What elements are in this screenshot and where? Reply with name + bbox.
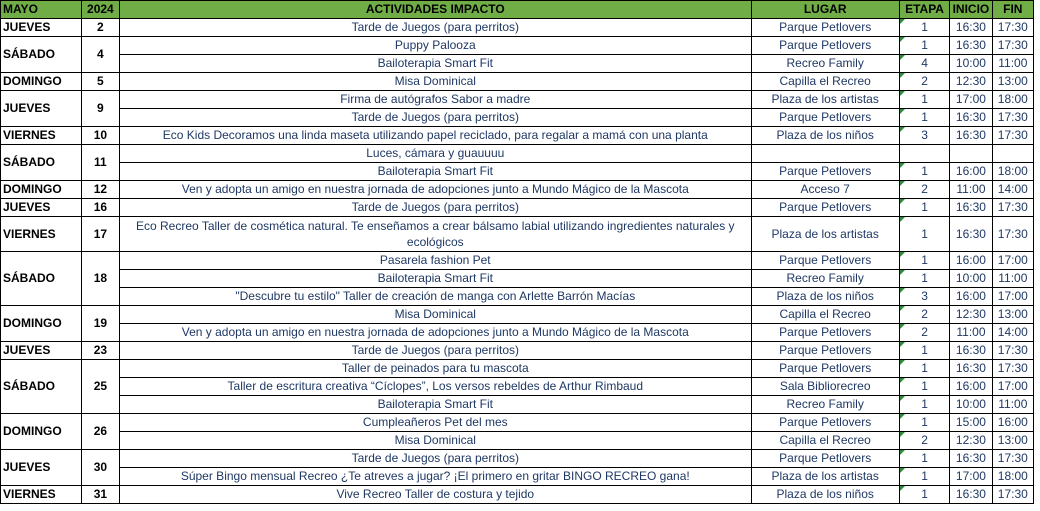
place-cell[interactable]: Plaza de los artistas — [751, 217, 899, 252]
date-cell[interactable]: 16 — [81, 199, 119, 217]
table-row — [1, 109, 1034, 127]
date-cell[interactable]: 31 — [81, 486, 119, 504]
start-time-cell[interactable]: 12:30 — [950, 432, 992, 450]
date-cell[interactable]: 30 — [81, 450, 119, 486]
activity-cell[interactable]: Pasarela fashion Pet — [120, 252, 752, 270]
place-cell[interactable]: Capilla el Recreo — [751, 432, 899, 450]
table-row — [1, 360, 1034, 378]
activity-cell[interactable]: Puppy Palooza — [120, 37, 752, 55]
table-row — [1, 324, 1034, 342]
place-cell[interactable]: Parque Petlovers — [751, 342, 899, 360]
stage-header[interactable]: ETAPA — [899, 1, 949, 19]
place-cell[interactable]: Recreo Family — [751, 55, 899, 73]
start-time-cell[interactable]: 11:00 — [950, 324, 992, 342]
end-time-cell[interactable]: 17:30 — [992, 109, 1033, 127]
table-row — [1, 288, 1034, 306]
table-row — [1, 468, 1034, 486]
place-cell[interactable]: Parque Petlovers — [751, 252, 899, 270]
start-time-cell[interactable]: 12:30 — [950, 306, 992, 324]
end-time-cell[interactable]: 18:00 — [992, 163, 1033, 181]
date-cell[interactable]: 4 — [81, 37, 119, 73]
table-row — [1, 55, 1034, 73]
place-cell[interactable]: Recreo Family — [751, 270, 899, 288]
start-time-cell[interactable]: 16:30 — [950, 19, 992, 37]
activity-cell[interactable]: Taller de peinados para tu mascota — [120, 360, 752, 378]
stage-cell[interactable]: 4 — [899, 55, 949, 73]
stage-cell[interactable]: 1 — [899, 486, 949, 504]
place-cell[interactable]: Recreo Family — [751, 396, 899, 414]
day-cell[interactable]: DOMINGO — [1, 181, 82, 199]
stage-cell[interactable]: 2 — [899, 181, 949, 199]
stage-cell[interactable]: 1 — [899, 91, 949, 109]
start-time-cell[interactable]: 16:30 — [950, 450, 992, 468]
stage-cell[interactable]: 1 — [899, 378, 949, 396]
end-time-cell[interactable]: 16:00 — [992, 414, 1033, 432]
activity-cell[interactable]: Firma de autógrafos Sabor a madre — [120, 91, 752, 109]
end-time-cell[interactable]: 14:00 — [992, 324, 1033, 342]
table-row — [1, 127, 1034, 145]
end-time-cell[interactable]: 18:00 — [992, 91, 1033, 109]
date-cell[interactable]: 17 — [81, 217, 119, 252]
start-time-cell[interactable]: 16:30 — [950, 199, 992, 217]
day-cell[interactable]: SÁBADO — [1, 360, 82, 414]
day-cell[interactable]: JUEVES — [1, 91, 82, 127]
table-row — [1, 396, 1034, 414]
end-time-cell[interactable]: 11:00 — [992, 396, 1033, 414]
end-time-cell[interactable] — [992, 145, 1033, 163]
stage-cell[interactable]: 1 — [899, 199, 949, 217]
activity-cell[interactable]: Bailoterapia Smart Fit — [120, 163, 752, 181]
end-time-cell[interactable]: 17:30 — [992, 199, 1033, 217]
place-cell[interactable]: Parque Petlovers — [751, 360, 899, 378]
stage-cell[interactable]: 2 — [899, 306, 949, 324]
date-cell[interactable]: 23 — [81, 342, 119, 360]
table-row — [1, 378, 1034, 396]
place-cell[interactable]: Plaza de los niños — [751, 127, 899, 145]
activity-cell[interactable]: Taller de escritura creativa “Cíclopes”, Los versos rebeldes de Arthur Rimbaud — [120, 378, 752, 396]
table-row — [1, 163, 1034, 181]
stage-cell[interactable]: 3 — [899, 288, 949, 306]
start-time-cell[interactable]: 11:00 — [950, 181, 992, 199]
start-time-cell[interactable]: 16:30 — [950, 342, 992, 360]
stage-cell[interactable] — [899, 145, 949, 163]
activity-cell[interactable]: Misa Dominical — [120, 432, 752, 450]
end-time-cell[interactable]: 17:00 — [992, 378, 1033, 396]
activity-cell[interactable]: Tarde de Juegos (para perritos) — [120, 342, 752, 360]
stage-cell[interactable]: 2 — [899, 73, 949, 91]
table-row — [1, 199, 1034, 217]
day-cell[interactable]: VIERNES — [1, 486, 82, 504]
table-row — [1, 91, 1034, 109]
stage-cell[interactable]: 1 — [899, 360, 949, 378]
activity-cell[interactable]: Tarde de Juegos (para perritos) — [120, 199, 752, 217]
end-time-cell[interactable]: 17:00 — [992, 252, 1033, 270]
stage-cell[interactable]: 1 — [899, 19, 949, 37]
table-row — [1, 414, 1034, 432]
stage-cell[interactable]: 1 — [899, 217, 949, 252]
start-time-cell[interactable]: 16:30 — [950, 486, 992, 504]
date-cell[interactable]: 18 — [81, 252, 119, 306]
start-time-cell[interactable]: 10:00 — [950, 396, 992, 414]
place-cell[interactable]: Parque Petlovers — [751, 19, 899, 37]
day-cell[interactable]: JUEVES — [1, 450, 82, 486]
table-row — [1, 217, 1034, 252]
place-cell[interactable]: Plaza de los artistas — [751, 91, 899, 109]
start-time-cell[interactable]: 16:30 — [950, 127, 992, 145]
activity-cell[interactable]: Ven y adopta un amigo en nuestra jornada de adopciones junto a Mundo Mágico de la Mascota — [120, 181, 752, 199]
day-cell[interactable]: JUEVES — [1, 19, 82, 37]
table-row — [1, 145, 1034, 163]
day-cell[interactable]: VIERNES — [1, 127, 82, 145]
table-row — [1, 306, 1034, 324]
end-time-cell[interactable]: 17:00 — [992, 288, 1033, 306]
activity-cell[interactable]: Tarde de Juegos (para perritos) — [120, 19, 752, 37]
day-cell[interactable]: DOMINGO — [1, 414, 82, 450]
end-time-cell[interactable]: 14:00 — [992, 181, 1033, 199]
date-cell[interactable]: 9 — [81, 91, 119, 127]
table-row — [1, 73, 1034, 91]
table-row — [1, 432, 1034, 450]
end-time-cell[interactable]: 11:00 — [992, 55, 1033, 73]
start-time-cell[interactable]: 16:30 — [950, 217, 992, 252]
start-time-cell[interactable] — [950, 145, 992, 163]
place-cell[interactable]: Acceso 7 — [751, 181, 899, 199]
start-time-cell[interactable]: 16:00 — [950, 252, 992, 270]
stage-cell[interactable]: 1 — [899, 468, 949, 486]
activity-cell[interactable]: Tarde de Juegos (para perritos) — [120, 450, 752, 468]
activity-cell[interactable]: Eco Recreo Taller de cosmética natural. Te enseñamos a crear bálsamo labial utilizando ingredientes naturales y ecológicos — [120, 217, 752, 252]
end-time-cell[interactable]: 13:00 — [992, 432, 1033, 450]
header-row — [1, 1, 1034, 19]
start-time-cell[interactable]: 16:30 — [950, 37, 992, 55]
stage-cell[interactable]: 3 — [899, 127, 949, 145]
stage-cell[interactable]: 1 — [899, 342, 949, 360]
place-header[interactable]: LUGAR — [751, 1, 899, 19]
stage-cell[interactable]: 2 — [899, 432, 949, 450]
table-row — [1, 450, 1034, 468]
date-cell[interactable]: 25 — [81, 360, 119, 414]
start-time-cell[interactable]: 16:00 — [950, 163, 992, 181]
start-time-cell[interactable]: 16:00 — [950, 288, 992, 306]
table-row — [1, 342, 1034, 360]
place-cell[interactable]: Parque Petlovers — [751, 414, 899, 432]
day-cell[interactable]: VIERNES — [1, 217, 82, 252]
end-time-cell[interactable]: 17:30 — [992, 342, 1033, 360]
activity-cell[interactable]: Cumpleañeros Pet del mes — [120, 414, 752, 432]
stage-cell[interactable]: 1 — [899, 414, 949, 432]
date-cell[interactable]: 2 — [81, 19, 119, 37]
stage-cell[interactable]: 1 — [899, 450, 949, 468]
activity-cell[interactable]: Misa Dominical — [120, 73, 752, 91]
table-row — [1, 270, 1034, 288]
date-cell[interactable]: 12 — [81, 181, 119, 199]
stage-cell[interactable]: 1 — [899, 396, 949, 414]
place-cell[interactable]: Capilla el Recreo — [751, 73, 899, 91]
start-time-cell[interactable]: 10:00 — [950, 55, 992, 73]
day-cell[interactable]: JUEVES — [1, 199, 82, 217]
day-cell[interactable]: JUEVES — [1, 342, 82, 360]
stage-cell[interactable]: 1 — [899, 270, 949, 288]
day-cell[interactable]: DOMINGO — [1, 306, 82, 342]
start-time-cell[interactable]: 12:30 — [950, 73, 992, 91]
activity-cell[interactable]: Bailoterapia Smart Fit — [120, 55, 752, 73]
place-cell[interactable]: Plaza de los niños — [751, 486, 899, 504]
activity-cell[interactable]: Luces, cámara y guauuuu — [120, 145, 752, 163]
place-cell[interactable]: Parque Petlovers — [751, 450, 899, 468]
end-time-cell[interactable]: 17:30 — [992, 217, 1033, 252]
date-cell[interactable]: 10 — [81, 127, 119, 145]
stage-cell[interactable]: 1 — [899, 109, 949, 127]
start-time-cell[interactable]: 16:00 — [950, 378, 992, 396]
table-row — [1, 19, 1034, 37]
end-time-cell[interactable]: 17:30 — [992, 360, 1033, 378]
end-time-cell[interactable]: 17:30 — [992, 19, 1033, 37]
end-time-cell[interactable]: 18:00 — [992, 468, 1033, 486]
end-time-cell[interactable]: 17:30 — [992, 37, 1033, 55]
end-time-cell[interactable]: 17:30 — [992, 450, 1033, 468]
start-time-cell[interactable]: 10:00 — [950, 270, 992, 288]
start-time-cell[interactable]: 16:30 — [950, 109, 992, 127]
table-row — [1, 252, 1034, 270]
activity-cell[interactable]: "Descubre tu estilo" Taller de creación de manga con Arlette Barrón Macías — [120, 288, 752, 306]
day-cell[interactable]: SÁBADO — [1, 145, 82, 181]
date-cell[interactable]: 11 — [81, 145, 119, 181]
end-header[interactable]: FIN — [992, 1, 1033, 19]
activity-cell[interactable]: Misa Dominical — [120, 306, 752, 324]
year-header[interactable]: 2024 — [81, 1, 119, 19]
activity-cell[interactable]: Eco Kids Decoramos una linda maseta utilizando papel reciclado, para regalar a mamá con una planta — [120, 127, 752, 145]
place-cell[interactable]: Parque Petlovers — [751, 109, 899, 127]
end-time-cell[interactable]: 11:00 — [992, 270, 1033, 288]
stage-cell[interactable]: 1 — [899, 252, 949, 270]
place-cell[interactable] — [751, 145, 899, 163]
start-time-cell[interactable]: 17:00 — [950, 91, 992, 109]
month-header[interactable]: MAYO — [1, 1, 82, 19]
place-cell[interactable]: Plaza de los artistas — [751, 468, 899, 486]
activity-cell[interactable]: Tarde de Juegos (para perritos) — [120, 109, 752, 127]
start-header[interactable]: INICIO — [950, 1, 992, 19]
start-time-cell[interactable]: 17:00 — [950, 468, 992, 486]
activity-cell[interactable]: Ven y adopta un amigo en nuestra jornada de adopciones junto a Mundo Mágico de la Mascota — [120, 324, 752, 342]
end-time-cell[interactable]: 13:00 — [992, 73, 1033, 91]
table-body — [1, 19, 1034, 504]
end-time-cell[interactable]: 17:30 — [992, 127, 1033, 145]
activity-cell[interactable]: Bailoterapia Smart Fit — [120, 396, 752, 414]
start-time-cell[interactable]: 16:30 — [950, 360, 992, 378]
stage-cell[interactable]: 1 — [899, 37, 949, 55]
date-cell[interactable]: 5 — [81, 73, 119, 91]
place-cell[interactable]: Sala Bibliorecreo — [751, 378, 899, 396]
stage-cell[interactable]: 2 — [899, 324, 949, 342]
table-row — [1, 37, 1034, 55]
day-cell[interactable]: SÁBADO — [1, 37, 82, 73]
activities-header[interactable]: ACTIVIDADES IMPACTO — [120, 1, 752, 19]
date-cell[interactable]: 19 — [81, 306, 119, 342]
table-row — [1, 181, 1034, 199]
activity-cell[interactable]: Súper Bingo mensual Recreo ¿Te atreves a jugar? ¡El primero en gritar BINGO RECREO gana! — [120, 468, 752, 486]
place-cell[interactable]: Plaza de los niños — [751, 288, 899, 306]
place-cell[interactable]: Parque Petlovers — [751, 37, 899, 55]
day-cell[interactable]: SÁBADO — [1, 252, 82, 306]
place-cell[interactable]: Parque Petlovers — [751, 199, 899, 217]
end-time-cell[interactable]: 17:30 — [992, 486, 1033, 504]
place-cell[interactable]: Parque Petlovers — [751, 324, 899, 342]
stage-cell[interactable]: 1 — [899, 163, 949, 181]
end-time-cell[interactable]: 13:00 — [992, 306, 1033, 324]
start-time-cell[interactable]: 15:00 — [950, 414, 992, 432]
place-cell[interactable]: Capilla el Recreo — [751, 306, 899, 324]
table-row — [1, 486, 1034, 504]
date-cell[interactable]: 26 — [81, 414, 119, 450]
activity-cell[interactable]: Bailoterapia Smart Fit — [120, 270, 752, 288]
day-cell[interactable]: DOMINGO — [1, 73, 82, 91]
place-cell[interactable]: Parque Petlovers — [751, 163, 899, 181]
activity-cell[interactable]: Vive Recreo Taller de costura y tejido — [120, 486, 752, 504]
